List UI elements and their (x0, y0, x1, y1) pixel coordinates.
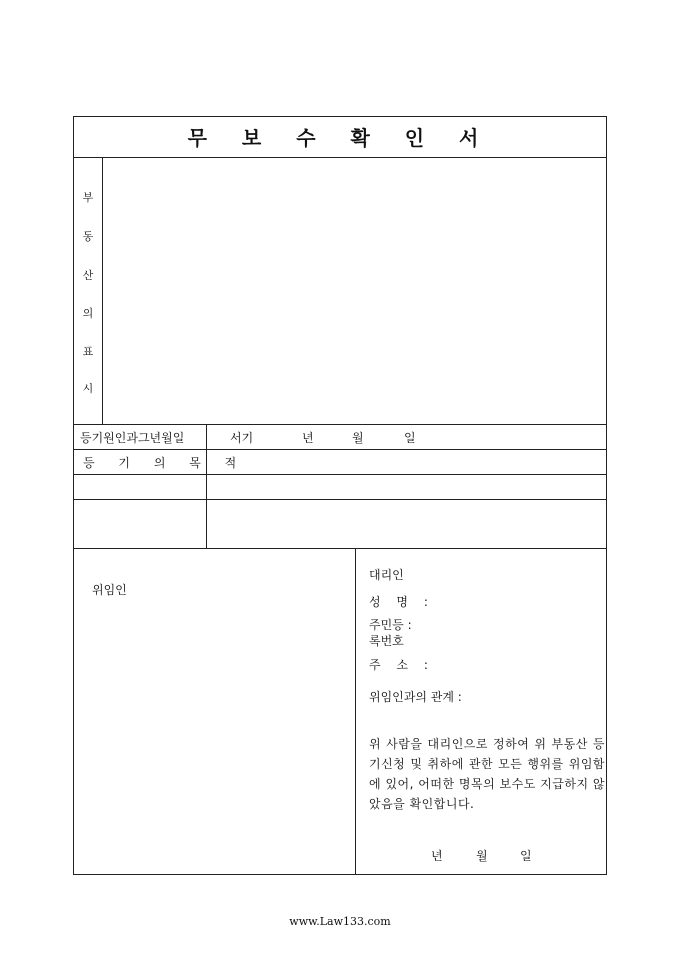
day-label: 일 (404, 431, 416, 445)
property-description-field[interactable] (103, 158, 606, 424)
principal-label: 위임인 (92, 583, 127, 597)
property-label-char: 동 (82, 230, 94, 243)
agent-id-label: 주민등 : (369, 618, 412, 632)
blank-row-label-cell (74, 475, 206, 499)
year-label: 년 (302, 431, 314, 445)
sign-date-year: 년 (431, 849, 443, 863)
confirmation-statement: 위 사람을 대리인으로 정하여 위 부동산 등기신청 및 취하에 관한 모든 행위를 위임함에 있어, 어떠한 명목의 보수도 지급하지 않았음을 확인합니다. (369, 737, 605, 811)
signature-divider (73, 548, 607, 549)
registration-date-field[interactable] (207, 425, 606, 449)
signature-column-divider (355, 548, 356, 875)
era-label: 서기 (230, 431, 254, 445)
property-label-char: 부 (82, 191, 94, 204)
footer-url[interactable]: www.Law133.com (289, 915, 391, 928)
property-label-char: 표 (82, 345, 94, 358)
blank-row-field[interactable] (207, 475, 606, 499)
agent-title: 대리인 (369, 568, 404, 582)
property-label-char: 의 (82, 307, 94, 320)
agent-id-label-cont: 록번호 (369, 634, 404, 648)
property-label-char: 산 (82, 269, 94, 282)
agent-address-label: 주 소 : (369, 658, 434, 672)
document-title: 무 보 수 확 인 서 (187, 126, 493, 150)
blank-row-field[interactable] (207, 500, 606, 548)
blank-row-label-cell (74, 500, 206, 548)
month-label: 월 (352, 431, 364, 445)
registration-date-label: 등기원인과그년월일 (80, 431, 185, 445)
purpose-label: 등 기 의 목 적 (83, 456, 247, 470)
agent-name-label: 성 명 : (369, 595, 434, 609)
agent-relation-label: 위임인과의 관계 : (369, 690, 462, 704)
property-label-char: 시 (82, 382, 94, 395)
sign-date-day: 일 (520, 849, 532, 863)
purpose-field[interactable] (207, 450, 606, 474)
sign-date-month: 월 (476, 849, 488, 863)
